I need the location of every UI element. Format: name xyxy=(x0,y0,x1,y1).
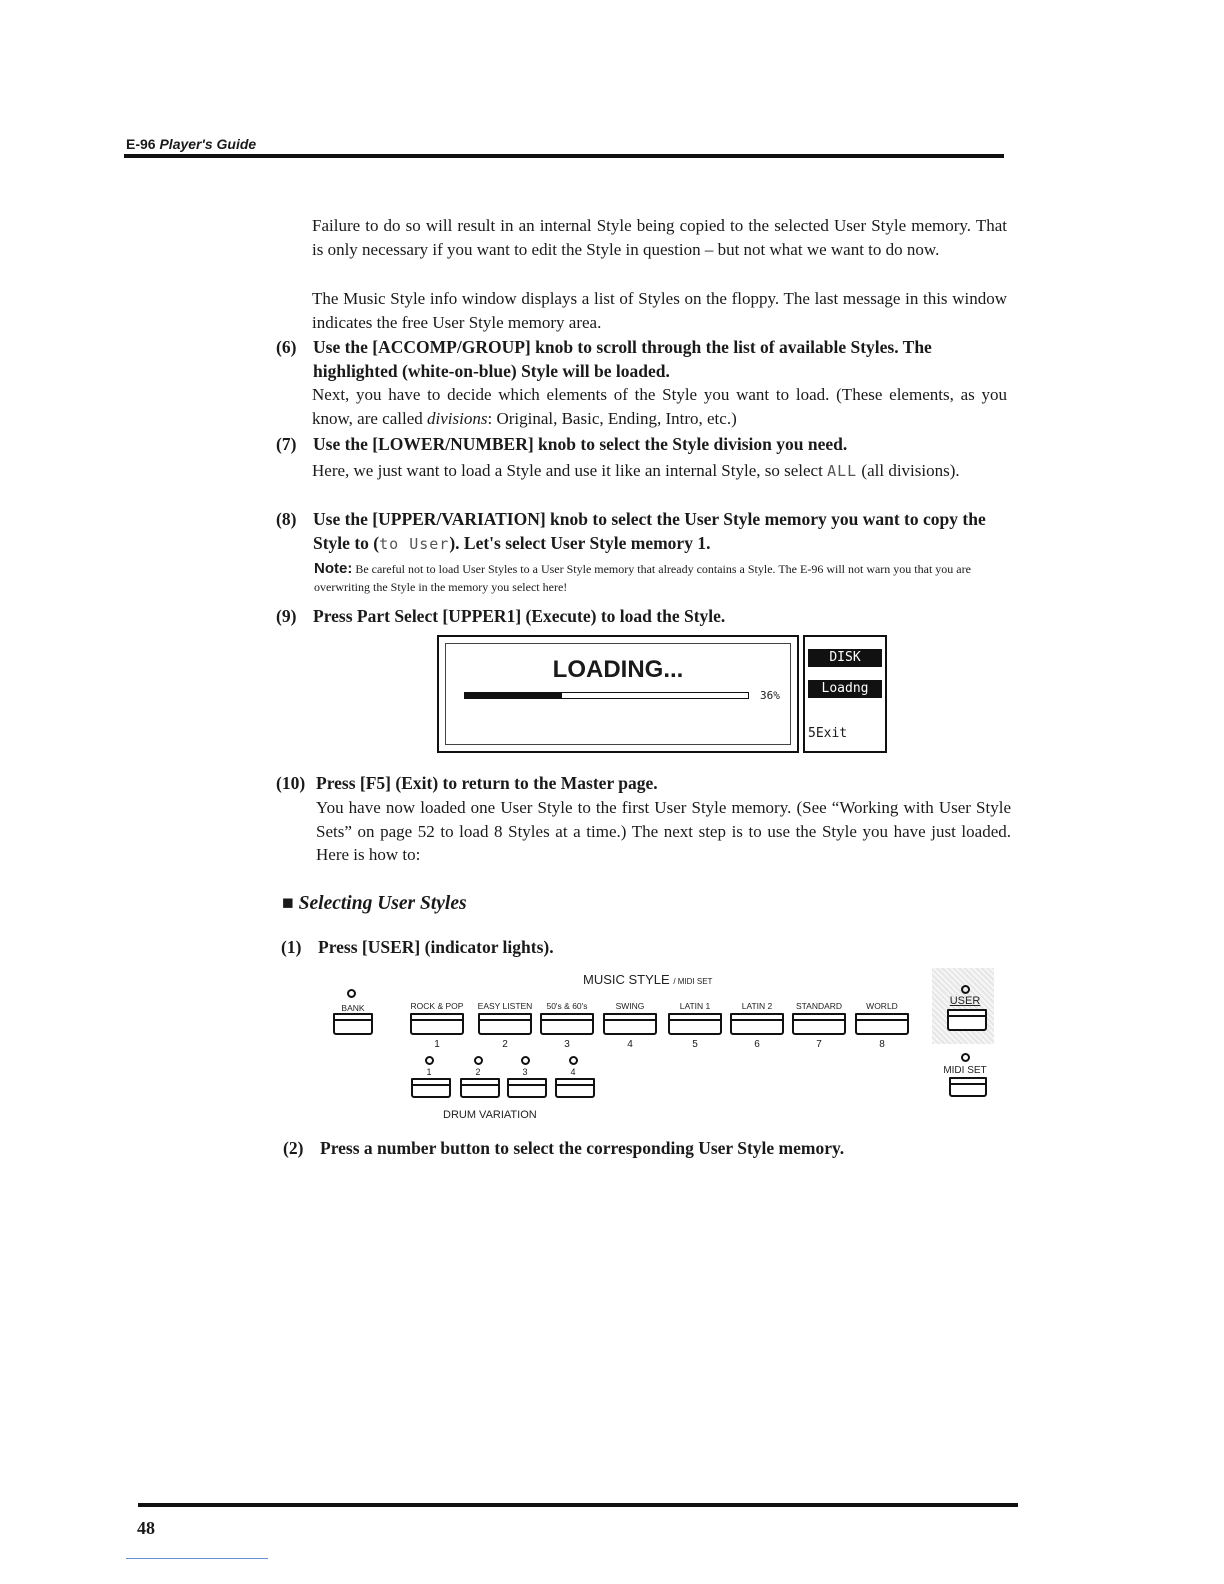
body-emphasis: divisions xyxy=(427,408,488,428)
note-text: Be careful not to load User Styles to a User Style memory that already contains a Style. The E-96 will not warn you that you are overwriting the Style in the memory you select here! xyxy=(314,562,971,594)
function-title-disk: DISK xyxy=(808,649,882,667)
drum-variation-button-2[interactable] xyxy=(460,1078,500,1098)
note-label: Note: xyxy=(314,560,353,577)
style-label: SWING xyxy=(615,1001,645,1011)
step-number: (8) xyxy=(276,509,297,529)
user-button[interactable] xyxy=(947,1009,987,1031)
style-number: 4 xyxy=(627,1039,633,1050)
footer-rule xyxy=(138,1503,1018,1507)
style-label: LATIN 1 xyxy=(679,1001,711,1011)
style-number: 2 xyxy=(502,1039,508,1050)
progress-fill xyxy=(465,693,562,698)
style-label: STANDARD xyxy=(795,1001,843,1011)
panel-title-main: MUSIC STYLE xyxy=(583,972,670,987)
section-heading xyxy=(282,893,467,915)
lcd-function-panel xyxy=(803,635,887,753)
body-text: Next, you have to decide which elements of the Style you want to load. (These elements, as you know, are called xyxy=(312,385,1007,428)
drum-variation-button-3[interactable] xyxy=(507,1078,547,1098)
style-number: 1 xyxy=(434,1039,440,1050)
midi-set-led xyxy=(961,1053,970,1062)
drum-led-4 xyxy=(569,1056,578,1065)
step-text-part: Use the [UPPER/VARIATION] knob to select the User Style memory you want to copy the Style to ( xyxy=(313,509,986,553)
header-book: E-96 xyxy=(126,136,156,152)
style-number: 3 xyxy=(564,1039,570,1050)
style-button-7[interactable] xyxy=(792,1013,846,1035)
step-number: (10) xyxy=(276,773,306,793)
style-number: 5 xyxy=(692,1039,698,1050)
style-label: EASY LISTEN xyxy=(477,1001,533,1011)
step-text xyxy=(313,508,1003,556)
style-label: LATIN 2 xyxy=(741,1001,773,1011)
running-header xyxy=(126,136,256,152)
body-text: Here, we just want to load a Style and use it like an internal Style, so select xyxy=(312,461,828,480)
style-button-6[interactable] xyxy=(730,1013,784,1035)
scan-edge-line xyxy=(126,1558,268,1559)
step-text: Use the [ACCOMP/GROUP] knob to scroll through the list of available Styles. The highlighted (white-on-blue) Style will be loaded. xyxy=(313,337,932,381)
intro-paragraph-2: The Music Style info window displays a list of Styles on the floppy. The last message in this window indicates the free User Style memory area. xyxy=(312,289,1007,332)
progress-percent: 36% xyxy=(760,689,780,702)
style-button-1[interactable] xyxy=(410,1013,464,1035)
drum-variation-button-4[interactable] xyxy=(555,1078,595,1098)
drum-variation-button-1[interactable] xyxy=(411,1078,451,1098)
panel-title-sub: / MIDI SET xyxy=(673,977,713,986)
drum-led-3 xyxy=(521,1056,530,1065)
style-button-8[interactable] xyxy=(855,1013,909,1035)
function-exit-f5: 5Exit xyxy=(808,726,848,741)
drum-variation-label: DRUM VARIATION xyxy=(443,1109,537,1121)
page-number: 48 xyxy=(137,1518,155,1538)
step-text: Press Part Select [UPPER1] (Execute) to load the Style. xyxy=(313,606,726,626)
square-bullet-icon: ■ xyxy=(282,893,294,914)
step-text: Press [USER] (indicator lights). xyxy=(318,937,554,957)
user-led xyxy=(961,985,970,994)
step-10-body: You have now loaded one User Style to the first User Style memory. (See “Working with User Style Sets” on page 52 to load 8 Styles at a time.) The next step is to use the Style you have just loaded. Here is how to: xyxy=(316,798,1011,864)
lcd-text: to User xyxy=(379,534,450,553)
user-label: USER xyxy=(949,995,981,1007)
step-number: (7) xyxy=(276,434,297,454)
style-button-2[interactable] xyxy=(478,1013,532,1035)
body-text: : Original, Basic, Ending, Intro, etc.) xyxy=(487,408,737,428)
drum-number: 4 xyxy=(570,1067,576,1077)
bank-button[interactable] xyxy=(333,1013,373,1035)
style-number: 8 xyxy=(879,1039,885,1050)
drum-led-2 xyxy=(474,1056,483,1065)
step-number: (2) xyxy=(283,1138,304,1158)
step-number: (1) xyxy=(281,937,302,957)
drum-number: 2 xyxy=(475,1067,481,1077)
step-7-body xyxy=(312,459,1007,484)
lcd-main-screen xyxy=(437,635,799,753)
style-number: 7 xyxy=(816,1039,822,1050)
lcd-inner-frame xyxy=(445,643,791,745)
drum-led-1 xyxy=(425,1056,434,1065)
step-text-part: ). Let's select User Style memory 1. xyxy=(449,532,711,553)
step-text: Press [F5] (Exit) to return to the Master page. xyxy=(316,773,658,793)
drum-number: 3 xyxy=(522,1067,528,1077)
drum-number: 1 xyxy=(426,1067,432,1077)
bank-led xyxy=(347,989,356,998)
loading-text: LOADING... xyxy=(552,656,684,683)
style-button-5[interactable] xyxy=(668,1013,722,1035)
step-text: Use the [LOWER/NUMBER] knob to select the Style division you need. xyxy=(313,434,848,454)
header-title: Player's Guide xyxy=(159,136,257,152)
note xyxy=(314,560,1006,596)
step-number: (9) xyxy=(276,606,297,626)
style-number: 6 xyxy=(754,1039,760,1050)
step-6-body xyxy=(312,383,1007,430)
panel-title xyxy=(583,972,712,987)
function-loading-selected: Loadng xyxy=(808,680,882,698)
midi-set-label: MIDI SET xyxy=(943,1065,987,1076)
section-title: Selecting User Styles xyxy=(298,893,467,914)
style-label: 50's & 60's xyxy=(546,1001,588,1011)
bank-label: BANK xyxy=(341,1003,365,1013)
intro-paragraph-1: Failure to do so will result in an internal Style being copied to the selected User Style memory. That is only necessary if you want to edit the Style in question – but not what we want to do now. xyxy=(312,216,1007,259)
style-label: ROCK & POP xyxy=(410,1001,464,1011)
style-label: WORLD xyxy=(866,1001,898,1011)
body-text: (all divisions). xyxy=(857,461,960,480)
lcd-display xyxy=(437,635,889,757)
step-number: (6) xyxy=(276,337,297,357)
style-button-4[interactable] xyxy=(603,1013,657,1035)
midi-set-button[interactable] xyxy=(949,1077,987,1097)
progress-bar xyxy=(464,692,749,699)
header-rule xyxy=(124,154,1004,158)
style-button-3[interactable] xyxy=(540,1013,594,1035)
step-text: Press a number button to select the corresponding User Style memory. xyxy=(320,1138,845,1158)
music-style-panel xyxy=(300,968,1010,1128)
lcd-text: ALL xyxy=(827,462,858,480)
